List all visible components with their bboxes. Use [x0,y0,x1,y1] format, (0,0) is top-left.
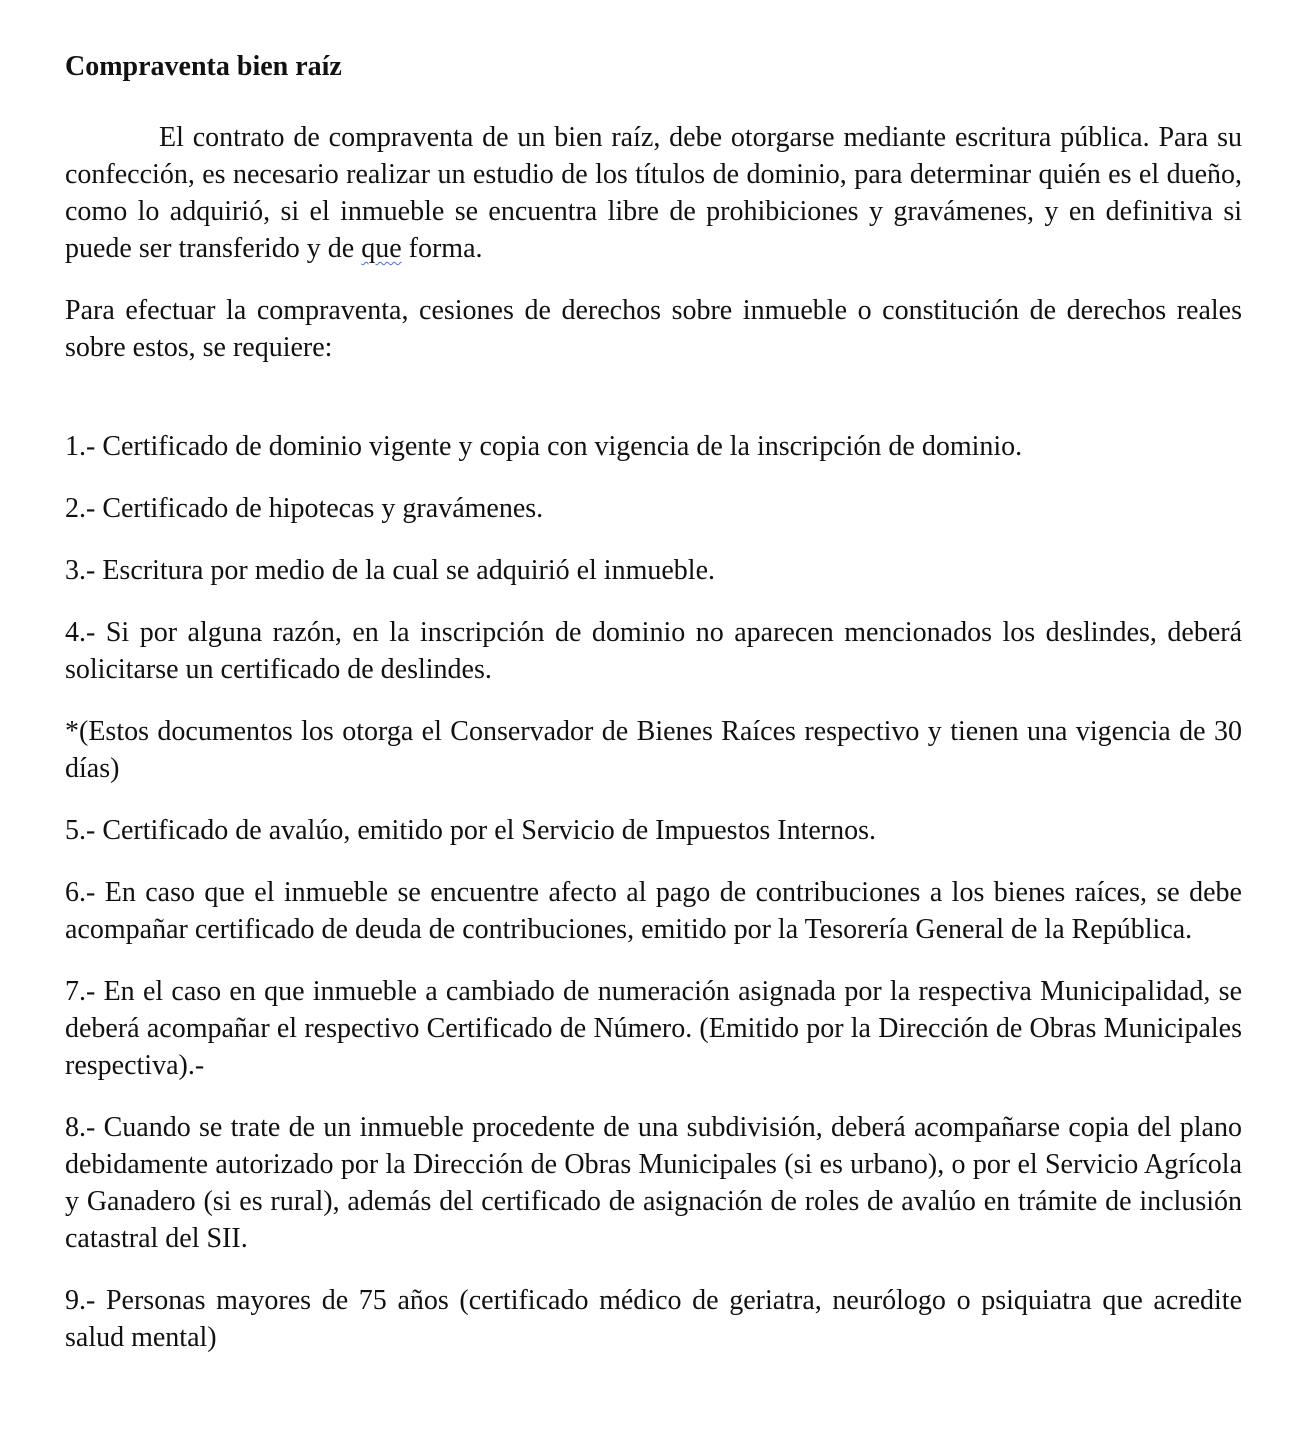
requirement-item-6: 6.- En caso que el inmueble se encuentre afecto al pago de contribuciones a los bienes raíces, se debe acompañar certificado de deuda de contribuciones, emitido por la Tesorería General de la República. [65,877,1242,945]
validity-note: *(Estos documentos los otorga el Conservador de Bienes Raíces respectivo y tienen una vigencia de 30 días) [65,716,1242,784]
intro-paragraph [65,119,1242,267]
requirement-item-1: 1.- Certificado de dominio vigente y copia con vigencia de la inscripción de dominio. [65,431,1023,462]
requirement-item-7: 7.- En el caso en que inmueble a cambiado de numeración asignada por la respectiva Municipalidad, se deberá acompañar el respectivo Certificado de Número. (Emitido por la Dirección de Obras Municipales respectiva).- [65,976,1242,1081]
requirement-item-4: 4.- Si por alguna razón, en la inscripción de dominio no aparecen mencionados los deslindes, deberá solicitarse un certificado de deslindes. [65,617,1242,685]
document-title: Compraventa bien raíz [65,51,342,82]
requirement-item-8: 8.- Cuando se trate de un inmueble procedente de una subdivisión, deberá acompañarse copia del plano debidamente autorizado por la Dirección de Obras Municipales (si es urbano), o por el Servicio Agrícola y Ganadero (si es rural), además del certificado de asignación de roles de avalúo en trámite de inclusión catastral del SII. [65,1112,1242,1254]
requirement-item-5: 5.- Certificado de avalúo, emitido por el Servicio de Impuestos Internos. [65,815,877,846]
requirement-item-2: 2.- Certificado de hipotecas y gravámenes. [65,493,544,524]
intro-text-part-1: El contrato de compraventa de un bien raíz, debe otorgarse mediante escritura pública. Para su confección, es necesario realizar un estudio de los títulos de dominio, para determinar quién es el dueño, como lo adquirió, si el inmueble se encuentra libre de prohibiciones y gravámenes, y en definitiva si puede ser transferido y de [65,122,1242,264]
requirement-item-3: 3.- Escritura por medio de la cual se adquirió el inmueble. [65,555,716,586]
requirements-intro: Para efectuar la compraventa, cesiones de derechos sobre inmueble o constitución de derechos reales sobre estos, se requiere: [65,295,1242,363]
intro-text-part-2: forma. [401,233,483,264]
spellcheck-marked-word[interactable]: que [361,233,402,264]
requirement-item-9: 9.- Personas mayores de 75 años (certificado médico de geriatra, neurólogo o psiquiatra que acredite salud mental) [65,1285,1242,1353]
